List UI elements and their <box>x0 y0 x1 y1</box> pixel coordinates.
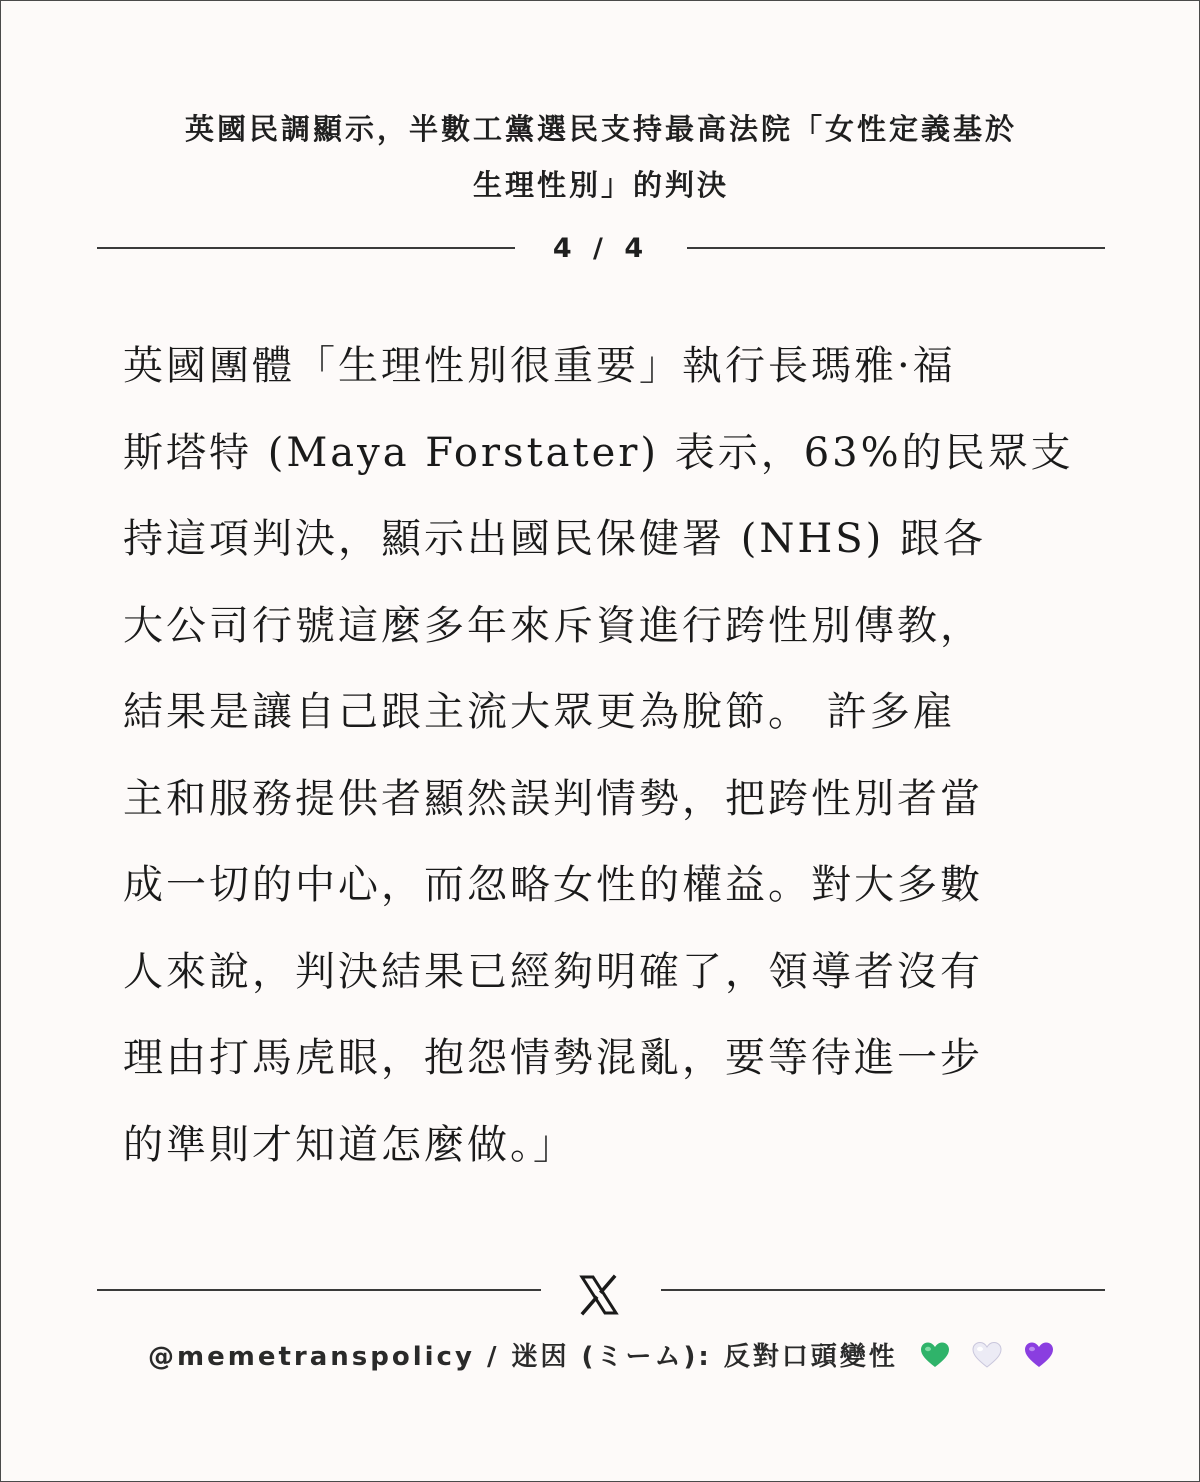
post-title <box>121 101 1081 213</box>
body-line: 斯塔特 (Maya Forstater) 表示，63%的民眾支 <box>123 429 1074 476</box>
body-line: 成一切的中心，而忽略女性的權益。對大多數 <box>123 862 983 908</box>
divider-bottom-right <box>661 1289 1105 1291</box>
body-line: 人來說，判決結果已經夠明確了，領導者沒有 <box>123 948 983 995</box>
divider-top-right <box>687 247 1105 249</box>
body-line: 大公司行號這麼多年來斥資進行跨性別傳教， <box>123 602 983 649</box>
body-line: 理由打馬虎眼，抱怨情勢混亂，要等待進一步 <box>123 1035 983 1081</box>
page-indicator: 4 / 4 <box>552 233 650 264</box>
body-line: 英國團體「生理性別很重要」執行長瑪雅·福 <box>123 343 956 389</box>
purple-heart-icon <box>1024 1341 1054 1369</box>
body-line: 持這項判決，顯示出國民保健署 (NHS) 跟各 <box>123 516 986 562</box>
x-logo-icon <box>577 1273 621 1317</box>
footer-credit <box>61 1335 1141 1379</box>
divider-bottom-left <box>97 1289 541 1291</box>
body-line: 主和服務提供者顯然誤判情勢，把跨性別者當 <box>123 775 983 822</box>
body-line: 的準則才知道怎麼做。」 <box>123 1121 576 1168</box>
white-heart-icon <box>972 1341 1002 1369</box>
title-line-2: 生理性別」的判決 <box>472 168 729 202</box>
footer-handle: @memetranspolicy / 迷因 (ミーム): 反對口頭變性 <box>148 1342 898 1372</box>
green-heart-icon <box>920 1341 950 1369</box>
body-line: 結果是讓自己跟主流大眾更為脫節。 許多雇 <box>123 689 956 735</box>
divider-top-left <box>97 247 515 249</box>
title-line-1: 英國民調顯示，半數工黨選民支持最高法院「女性定義基於 <box>184 112 1017 146</box>
quote-body <box>123 323 1083 1188</box>
